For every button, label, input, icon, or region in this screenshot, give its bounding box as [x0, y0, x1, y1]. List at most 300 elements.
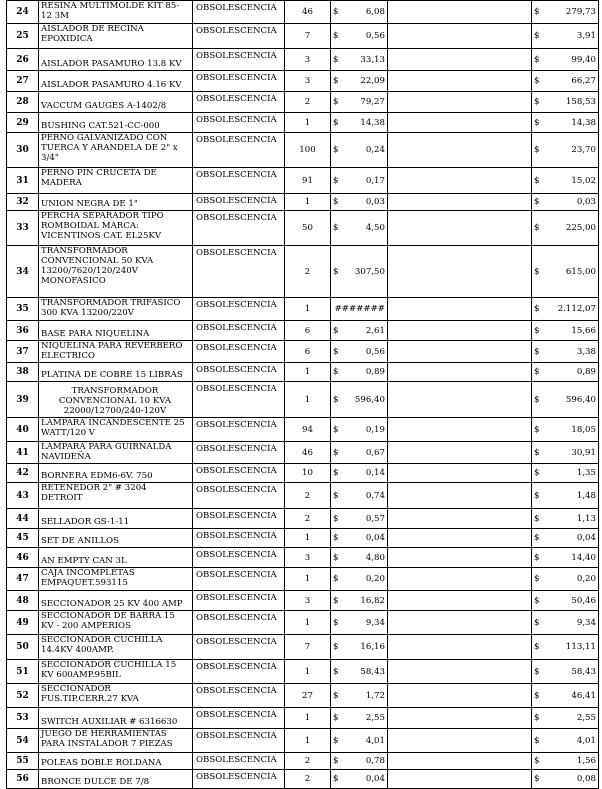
- item-quantity: 1: [285, 611, 331, 635]
- unit-price-value: 16,82: [360, 595, 385, 606]
- table-row: [7, 168, 599, 194]
- item-total: [532, 92, 599, 113]
- empty-cell: [388, 24, 532, 49]
- item-unit-price: [331, 483, 388, 509]
- item-number: 30: [7, 133, 39, 168]
- item-total: [532, 753, 599, 770]
- item-quantity: 2: [285, 770, 331, 789]
- item-category: OBSOLESCENCIA: [193, 635, 285, 660]
- item-description: UNION NEGRA DE 1": [39, 194, 193, 211]
- table-row: [7, 568, 599, 591]
- item-total: [532, 382, 599, 418]
- item-number: 47: [7, 568, 39, 591]
- item-category: OBSOLESCENCIA: [193, 509, 285, 529]
- table-row: [7, 509, 599, 529]
- item-description: TRANSFORMADOR TRIFASICO 300 KVA 13200/220V: [39, 298, 193, 321]
- currency-symbol: $: [333, 690, 339, 701]
- item-number: 44: [7, 509, 39, 529]
- table-row: [7, 464, 599, 483]
- item-quantity: 6: [285, 341, 331, 363]
- currency-symbol: $: [333, 367, 339, 377]
- item-number: 25: [7, 24, 39, 49]
- currency-symbol: $: [333, 197, 339, 207]
- item-description: JUEGO DE HERRAMIENTAS PARA INSTALADOR 7 PIEZAS: [39, 729, 193, 753]
- item-category: OBSOLESCENCIA: [193, 49, 285, 71]
- total-value: 2.112,07: [557, 304, 596, 314]
- item-unit-price: [331, 509, 388, 529]
- currency-symbol: $: [534, 97, 540, 107]
- table-body: [7, 1, 599, 789]
- currency-symbol: $: [333, 117, 339, 128]
- item-quantity: 6: [285, 321, 331, 341]
- unit-price-value: 4,50: [365, 223, 385, 233]
- currency-symbol: $: [534, 666, 540, 677]
- item-number: 38: [7, 363, 39, 382]
- empty-cell: [388, 660, 532, 684]
- item-quantity: 1: [285, 363, 331, 382]
- empty-cell: [388, 363, 532, 382]
- item-description: SWITCH AUXILIAR # 6316630: [39, 708, 193, 729]
- total-value: 58,43: [571, 666, 596, 677]
- empty-cell: [388, 418, 532, 442]
- table-row: [7, 363, 599, 382]
- table-row: [7, 341, 599, 363]
- item-quantity: 94: [285, 418, 331, 442]
- total-value: 23,70: [571, 145, 596, 155]
- empty-cell: [388, 341, 532, 363]
- item-quantity: 50: [285, 211, 331, 246]
- item-number: 39: [7, 382, 39, 418]
- currency-symbol: $: [534, 552, 540, 563]
- item-unit-price: [331, 341, 388, 363]
- total-value: 15,66: [571, 325, 596, 336]
- item-category: OBSOLESCENCIA: [193, 92, 285, 113]
- item-quantity: 2: [285, 753, 331, 770]
- item-unit-price: [331, 464, 388, 483]
- item-unit-price: [331, 113, 388, 133]
- unit-price-value: 0,17: [365, 175, 385, 186]
- item-unit-price: [331, 529, 388, 548]
- item-quantity: 7: [285, 24, 331, 49]
- item-number: 27: [7, 71, 39, 92]
- unit-price-value: 2,61: [365, 325, 385, 336]
- currency-symbol: $: [534, 266, 540, 277]
- item-quantity: 100: [285, 133, 331, 168]
- currency-symbol: $: [333, 7, 339, 17]
- unit-price-value: 0,56: [365, 346, 385, 357]
- item-description: VACCUM GAUGES A-1402/8: [39, 92, 193, 113]
- item-category: OBSOLESCENCIA: [193, 729, 285, 753]
- table-row: [7, 729, 599, 753]
- item-category: OBSOLESCENCIA: [193, 611, 285, 635]
- item-description: PERCHA SEPARADOR TIPO ROMBOIDAL MARCA: VICENTINOS CAT. EL25KV: [39, 211, 193, 246]
- item-unit-price: [331, 133, 388, 168]
- empty-cell: [388, 194, 532, 211]
- item-number: 43: [7, 483, 39, 509]
- currency-symbol: $: [333, 54, 339, 65]
- total-value: 1,35: [576, 468, 596, 478]
- total-value: 14,40: [571, 552, 596, 563]
- item-description: CAJA INCOMPLETAS EMPAQUET.593115: [39, 568, 193, 591]
- item-quantity: 1: [285, 194, 331, 211]
- item-description: NIQUELINA PARA REVERBERO ELECTRICO: [39, 341, 193, 363]
- empty-cell: [388, 168, 532, 194]
- item-number: 55: [7, 753, 39, 770]
- inventory-table: [6, 0, 599, 789]
- item-number: 45: [7, 529, 39, 548]
- item-description: SECCIONADOR DE BARRA 15 KV - 200 AMPERIOS: [39, 611, 193, 635]
- total-value: 9,34: [576, 617, 596, 628]
- item-description: RETENEDOR 2" # 3204 DETROIT: [39, 483, 193, 509]
- currency-symbol: $: [333, 394, 339, 405]
- item-category: OBSOLESCENCIA: [193, 113, 285, 133]
- unit-price-value: 0,04: [365, 774, 385, 784]
- empty-cell: [388, 92, 532, 113]
- currency-symbol: $: [333, 552, 339, 563]
- item-category: OBSOLESCENCIA: [193, 483, 285, 509]
- empty-cell: [388, 684, 532, 708]
- item-number: 31: [7, 168, 39, 194]
- item-unit-price: [331, 635, 388, 660]
- item-unit-price: [331, 568, 388, 591]
- item-quantity: 3: [285, 591, 331, 611]
- currency-symbol: $: [534, 690, 540, 701]
- item-total: [532, 321, 599, 341]
- item-total: [532, 133, 599, 168]
- total-value: 0,89: [576, 367, 596, 377]
- unit-price-value: 0,20: [365, 574, 385, 584]
- item-description: SECCIONADOR CUCHILLA 14.4KV 400AMP.: [39, 635, 193, 660]
- item-category: OBSOLESCENCIA: [193, 708, 285, 729]
- item-unit-price: [331, 684, 388, 708]
- item-category: OBSOLESCENCIA: [193, 71, 285, 92]
- table-row: [7, 635, 599, 660]
- empty-cell: [388, 529, 532, 548]
- currency-symbol: $: [333, 735, 339, 746]
- item-number: 52: [7, 684, 39, 708]
- currency-symbol: $: [534, 7, 540, 17]
- item-description: AISLADOR PASAMURO 4.16 KV: [39, 71, 193, 92]
- unit-price-value: 16,16: [360, 642, 385, 652]
- item-description: SET DE ANILLOS: [39, 529, 193, 548]
- item-unit-price: [331, 753, 388, 770]
- total-value: 99,40: [571, 54, 596, 65]
- item-total: [532, 49, 599, 71]
- currency-symbol: $: [534, 533, 540, 543]
- empty-cell: [388, 729, 532, 753]
- total-value: 225,00: [565, 223, 596, 233]
- total-value: 46,41: [571, 690, 596, 701]
- item-description: TRANSFORMADOR CONVENCIONAL 50 KVA 13200/7620/120/240V MONOFASICO: [39, 246, 193, 298]
- item-unit-price: [331, 168, 388, 194]
- currency-symbol: $: [333, 756, 339, 766]
- table-row: [7, 49, 599, 71]
- item-description: SECCIONADOR FUS.TIP.CERR.27 KVA: [39, 684, 193, 708]
- table-row: [7, 684, 599, 708]
- item-total: [532, 568, 599, 591]
- currency-symbol: $: [534, 31, 540, 41]
- item-number: 46: [7, 548, 39, 568]
- item-category: OBSOLESCENCIA: [193, 24, 285, 49]
- item-description: LÁMPARA INCANDESCENTE 25 WATT/120 V: [39, 418, 193, 442]
- currency-symbol: $: [534, 513, 540, 524]
- item-category: OBSOLESCENCIA: [193, 194, 285, 211]
- currency-symbol: $: [534, 595, 540, 606]
- empty-cell: [388, 464, 532, 483]
- empty-cell: [388, 321, 532, 341]
- unit-price-value: 6,08: [365, 7, 385, 17]
- item-description: RESINA MULTIMOLDE KIT 85-12 3M: [39, 1, 193, 24]
- total-value: 1,48: [576, 490, 596, 501]
- item-total: [532, 684, 599, 708]
- item-total: [532, 363, 599, 382]
- item-unit-price: [331, 418, 388, 442]
- item-quantity: 1: [285, 113, 331, 133]
- empty-cell: [388, 568, 532, 591]
- currency-symbol: $: [333, 513, 339, 524]
- item-description: LAMPARA PARA GUIRNALDA NAVIDEÑA: [39, 442, 193, 464]
- currency-symbol: $: [534, 424, 540, 435]
- currency-symbol: $: [333, 145, 339, 155]
- currency-symbol: $: [333, 346, 339, 357]
- item-category: OBSOLESCENCIA: [193, 442, 285, 464]
- table-row: [7, 1, 599, 24]
- table-row: [7, 133, 599, 168]
- item-description: BUSHING CAT.521-CC-000: [39, 113, 193, 133]
- currency-symbol: $: [333, 76, 339, 86]
- table-row: [7, 24, 599, 49]
- empty-cell: [388, 753, 532, 770]
- empty-cell: [388, 133, 532, 168]
- item-quantity: 2: [285, 246, 331, 298]
- currency-symbol: $: [534, 394, 540, 405]
- item-description: BASE PARA NIQUELINA: [39, 321, 193, 341]
- table-row: [7, 483, 599, 509]
- item-number: 32: [7, 194, 39, 211]
- item-number: 53: [7, 708, 39, 729]
- item-total: [532, 483, 599, 509]
- item-unit-price: [331, 770, 388, 789]
- item-unit-price: [331, 729, 388, 753]
- unit-price-value: 58,43: [360, 666, 385, 677]
- item-category: OBSOLESCENCIA: [193, 591, 285, 611]
- item-category: OBSOLESCENCIA: [193, 1, 285, 24]
- item-quantity: 2: [285, 92, 331, 113]
- currency-symbol: $: [534, 223, 540, 233]
- empty-cell: [388, 49, 532, 71]
- item-number: 48: [7, 591, 39, 611]
- currency-symbol: $: [534, 774, 540, 784]
- table-row: [7, 382, 599, 418]
- table-row: [7, 708, 599, 729]
- total-value: 158,53: [565, 97, 596, 107]
- item-total: [532, 341, 599, 363]
- item-category: OBSOLESCENCIA: [193, 568, 285, 591]
- item-quantity: 1: [285, 298, 331, 321]
- table-row: [7, 92, 599, 113]
- currency-symbol: $: [333, 574, 339, 584]
- total-value: 18,05: [571, 424, 596, 435]
- item-total: [532, 464, 599, 483]
- empty-cell: [388, 246, 532, 298]
- currency-symbol: $: [333, 617, 339, 628]
- unit-price-value: 1,72: [365, 690, 385, 701]
- item-category: OBSOLESCENCIA: [193, 133, 285, 168]
- item-quantity: 1: [285, 660, 331, 684]
- item-description: SECCIONADOR 25 KV 400 AMP: [39, 591, 193, 611]
- item-unit-price: [331, 363, 388, 382]
- item-unit-price: [331, 92, 388, 113]
- empty-cell: [388, 211, 532, 246]
- empty-cell: [388, 591, 532, 611]
- item-unit-price: [331, 211, 388, 246]
- currency-symbol: $: [534, 756, 540, 766]
- item-total: [532, 168, 599, 194]
- currency-symbol: $: [333, 97, 339, 107]
- item-number: 34: [7, 246, 39, 298]
- unit-price-value: 4,80: [365, 552, 385, 563]
- empty-cell: [388, 635, 532, 660]
- table-row: [7, 246, 599, 298]
- item-category: OBSOLESCENCIA: [193, 548, 285, 568]
- unit-price-value: 4,01: [365, 735, 385, 746]
- unit-price-value: 0,67: [365, 447, 385, 458]
- table-row: [7, 660, 599, 684]
- item-total: [532, 24, 599, 49]
- total-value: 596,40: [565, 394, 596, 405]
- currency-symbol: $: [333, 595, 339, 606]
- item-quantity: 10: [285, 464, 331, 483]
- empty-cell: [388, 71, 532, 92]
- unit-price-value: 22,09: [360, 76, 385, 86]
- currency-symbol: $: [333, 175, 339, 186]
- currency-symbol: $: [333, 223, 339, 233]
- table-row: [7, 591, 599, 611]
- unit-price-value: 0,74: [365, 490, 385, 501]
- item-total: [532, 660, 599, 684]
- unit-price-value: 0,89: [365, 367, 385, 377]
- total-value: 0,08: [576, 774, 596, 784]
- item-unit-price: [331, 548, 388, 568]
- unit-price-value: 79,27: [360, 97, 385, 107]
- table-row: [7, 753, 599, 770]
- currency-symbol: $: [333, 666, 339, 677]
- item-category: OBSOLESCENCIA: [193, 168, 285, 194]
- unit-price-value: 596,40: [354, 394, 385, 405]
- item-description: BORNERA EDM6-6V. 750: [39, 464, 193, 483]
- currency-symbol: $: [534, 76, 540, 86]
- currency-symbol: $: [333, 774, 339, 784]
- item-description: PERNO GALVANIZADO CON TUERCA Y ARANDELA DE 2" x 3/4": [39, 133, 193, 168]
- currency-symbol: $: [534, 490, 540, 501]
- currency-symbol: $: [534, 54, 540, 65]
- item-category: OBSOLESCENCIA: [193, 529, 285, 548]
- item-number: 56: [7, 770, 39, 789]
- item-total: [532, 246, 599, 298]
- currency-symbol: $: [333, 642, 339, 652]
- currency-symbol: $: [333, 533, 339, 543]
- currency-symbol: $: [534, 574, 540, 584]
- item-number: 33: [7, 211, 39, 246]
- item-category: OBSOLESCENCIA: [193, 660, 285, 684]
- item-category: OBSOLESCENCIA: [193, 321, 285, 341]
- unit-price-value: #######: [334, 304, 385, 314]
- item-total: [532, 509, 599, 529]
- item-unit-price: [331, 71, 388, 92]
- table-row: [7, 418, 599, 442]
- empty-cell: [388, 382, 532, 418]
- item-quantity: 3: [285, 71, 331, 92]
- total-value: 113,11: [565, 642, 596, 652]
- item-number: 50: [7, 635, 39, 660]
- item-unit-price: [331, 382, 388, 418]
- currency-symbol: $: [333, 447, 339, 458]
- currency-symbol: $: [534, 304, 540, 314]
- total-value: 2,55: [576, 713, 596, 723]
- unit-price-value: 14,38: [360, 117, 385, 128]
- item-quantity: 1: [285, 529, 331, 548]
- item-description: PLATINA DE COBRE 15 LIBRAS: [39, 363, 193, 382]
- currency-symbol: $: [534, 197, 540, 207]
- item-description: PERNO PIN CRUCETA DE MADERA: [39, 168, 193, 194]
- item-total: [532, 211, 599, 246]
- table-row: [7, 194, 599, 211]
- empty-cell: [388, 113, 532, 133]
- total-value: 15,02: [571, 175, 596, 186]
- item-description: AN EMPTY CAN 3L: [39, 548, 193, 568]
- currency-symbol: $: [333, 266, 339, 277]
- item-number: 37: [7, 341, 39, 363]
- item-category: OBSOLESCENCIA: [193, 341, 285, 363]
- table-row: [7, 611, 599, 635]
- item-description: SECCIONADOR CUCHILLA 15 KV 600AMP.95BIL: [39, 660, 193, 684]
- item-quantity: 3: [285, 548, 331, 568]
- item-number: 28: [7, 92, 39, 113]
- item-category: OBSOLESCENCIA: [193, 246, 285, 298]
- currency-symbol: $: [534, 735, 540, 746]
- item-quantity: 7: [285, 635, 331, 660]
- currency-symbol: $: [333, 468, 339, 478]
- table-row: [7, 548, 599, 568]
- currency-symbol: $: [534, 713, 540, 723]
- currency-symbol: $: [333, 31, 339, 41]
- item-quantity: 46: [285, 1, 331, 24]
- total-value: 3,91: [576, 31, 596, 41]
- table-row: [7, 529, 599, 548]
- item-total: [532, 194, 599, 211]
- item-total: [532, 591, 599, 611]
- total-value: 14,38: [571, 117, 596, 128]
- item-unit-price: [331, 611, 388, 635]
- item-unit-price: [331, 321, 388, 341]
- item-quantity: 1: [285, 729, 331, 753]
- total-value: 279,73: [565, 7, 596, 17]
- unit-price-value: 0,78: [365, 756, 385, 766]
- empty-cell: [388, 548, 532, 568]
- item-category: OBSOLESCENCIA: [193, 298, 285, 321]
- item-category: OBSOLESCENCIA: [193, 363, 285, 382]
- item-quantity: 3: [285, 49, 331, 71]
- item-description: TRANSFORMADOR CONVENCIONAL 10 KVA 22000/12700/240-120V: [39, 382, 193, 418]
- unit-price-value: 0,03: [365, 197, 385, 207]
- item-unit-price: [331, 298, 388, 321]
- item-unit-price: [331, 1, 388, 24]
- table-row: [7, 211, 599, 246]
- currency-symbol: $: [534, 367, 540, 377]
- unit-price-value: 0,04: [365, 533, 385, 543]
- currency-symbol: $: [333, 325, 339, 336]
- currency-symbol: $: [534, 642, 540, 652]
